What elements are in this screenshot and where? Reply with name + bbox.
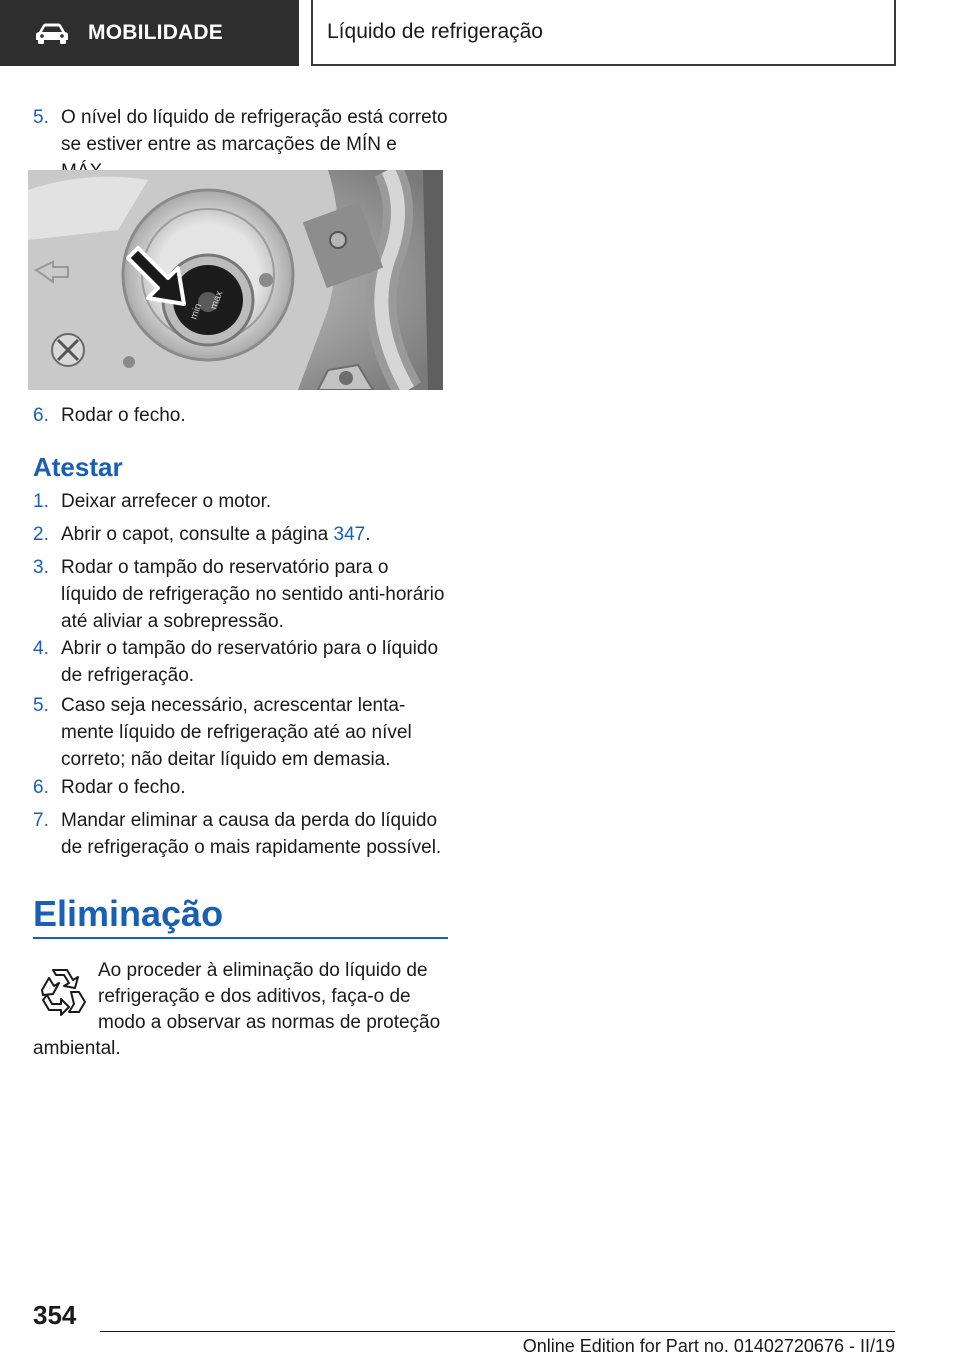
step-number: 1. bbox=[33, 491, 49, 512]
cap-label-max: max bbox=[208, 289, 226, 312]
step-item bbox=[33, 554, 448, 635]
step-text-before: Abrir o capot, consulte a página bbox=[61, 524, 334, 545]
step-item bbox=[33, 488, 448, 515]
step-text: Rodar o tampão do reservatório para o líquido de refrigeração no sentido anti-horário até aliviar a sobrepressão. bbox=[61, 557, 445, 632]
step-text: Mandar eliminar a causa da perda do líquido de refrigeração o mais rapidamente possível. bbox=[61, 810, 442, 858]
step-number: 5. bbox=[33, 107, 49, 128]
step-number: 6. bbox=[33, 405, 49, 426]
step-number: 3. bbox=[33, 557, 49, 578]
step-text: Deixar arrefecer o motor. bbox=[61, 491, 272, 512]
step-number: 2. bbox=[33, 524, 49, 545]
step-text: Abrir o tampão do reservatório para o líquido de refrigeração. bbox=[61, 638, 439, 686]
step-text: Rodar o fecho. bbox=[61, 777, 186, 798]
disposal-text: Ao proceder à eliminação do líquido de refrigeração e dos aditivos, faça-o de modo a observar as normas de proteção ambiental. bbox=[33, 960, 441, 1059]
icon-spacer bbox=[33, 958, 98, 1034]
page-link[interactable]: 347 bbox=[333, 524, 366, 545]
heading-rule bbox=[33, 937, 448, 939]
chapter-title-box bbox=[311, 0, 896, 66]
car-icon bbox=[34, 21, 70, 45]
step-item bbox=[33, 774, 448, 801]
step-text: Caso seja necessário, acrescentar lentamente líquido de refrigeração até ao nível correto; não deitar líquido em demasia. bbox=[61, 695, 412, 770]
section-name: MOBILIDADE bbox=[88, 21, 223, 44]
step-number: 7. bbox=[33, 810, 49, 831]
step-text bbox=[61, 521, 448, 548]
section-heading-atestar: Atestar bbox=[33, 452, 123, 482]
step-item bbox=[33, 635, 448, 689]
cap-label-min: min bbox=[188, 302, 205, 322]
edition-note: Online Edition for Part no. 01402720676 - II/19 bbox=[522, 1336, 895, 1356]
step-item bbox=[33, 692, 448, 773]
step-text: Rodar o fecho. bbox=[61, 405, 186, 426]
section-heading-eliminacao: Eliminação bbox=[33, 893, 224, 934]
footer-rule bbox=[100, 1331, 895, 1332]
chapter-title: Líquido de refrigeração bbox=[327, 20, 543, 43]
page-number: 354 bbox=[33, 1300, 77, 1330]
step-number: 5. bbox=[33, 695, 49, 716]
coolant-reservoir-photo bbox=[28, 170, 443, 390]
step-item bbox=[33, 402, 448, 429]
step-text: O nível do líquido de refrigeração está correto se estiver entre as marcações de MÍN e bbox=[61, 107, 448, 155]
step-number: 4. bbox=[33, 638, 49, 659]
disposal-paragraph bbox=[33, 958, 448, 1062]
section-tab bbox=[0, 0, 299, 66]
step-text-after: . bbox=[365, 524, 371, 545]
step-number: 6. bbox=[33, 777, 49, 798]
step-item bbox=[33, 521, 448, 548]
step-item bbox=[33, 807, 448, 861]
